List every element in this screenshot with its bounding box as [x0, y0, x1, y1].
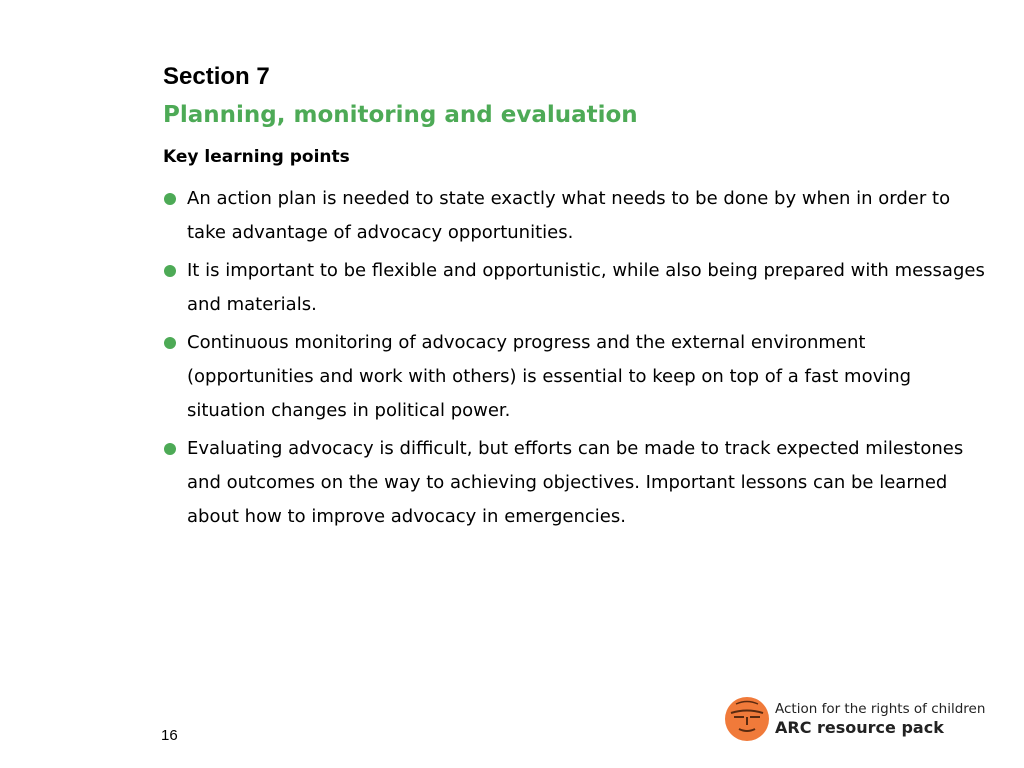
- arc-logo: [724, 696, 984, 744]
- logo-tagline: Action for the rights of children: [775, 701, 986, 717]
- section-title: Planning, monitoring and evaluation: [163, 102, 638, 128]
- list-item: [164, 182, 989, 250]
- list-item: [164, 326, 989, 428]
- bullet-icon: [164, 265, 176, 277]
- list-item-text: An action plan is needed to state exactly what needs to be done by when in order to take advantage of advocacy opportunities.: [187, 188, 951, 243]
- page-number: 16: [161, 727, 178, 744]
- list-item: [164, 432, 989, 534]
- list-item-text: Continuous monitoring of advocacy progress and the external environment (opportunities and work with others) is essential to keep on top of a fast moving situation changes in political power.: [187, 332, 912, 421]
- list-item-text: It is important to be flexible and opportunistic, while also being prepared with messages and materials.: [187, 260, 985, 315]
- subheading: Key learning points: [163, 147, 350, 167]
- bullet-icon: [164, 443, 176, 455]
- key-points-list: [164, 182, 989, 538]
- list-item-text: Evaluating advocacy is difficult, but efforts can be made to track expected milestones and outcomes on the way to achieving objectives. Important lessons can be learned about how to improve advocacy in emergencies.: [187, 438, 964, 527]
- arc-face-logo-icon: [724, 696, 770, 742]
- bullet-icon: [164, 193, 176, 205]
- section-label: Section 7: [163, 63, 270, 90]
- logo-name: ARC resource pack: [775, 718, 944, 737]
- bullet-icon: [164, 337, 176, 349]
- list-item: [164, 254, 989, 322]
